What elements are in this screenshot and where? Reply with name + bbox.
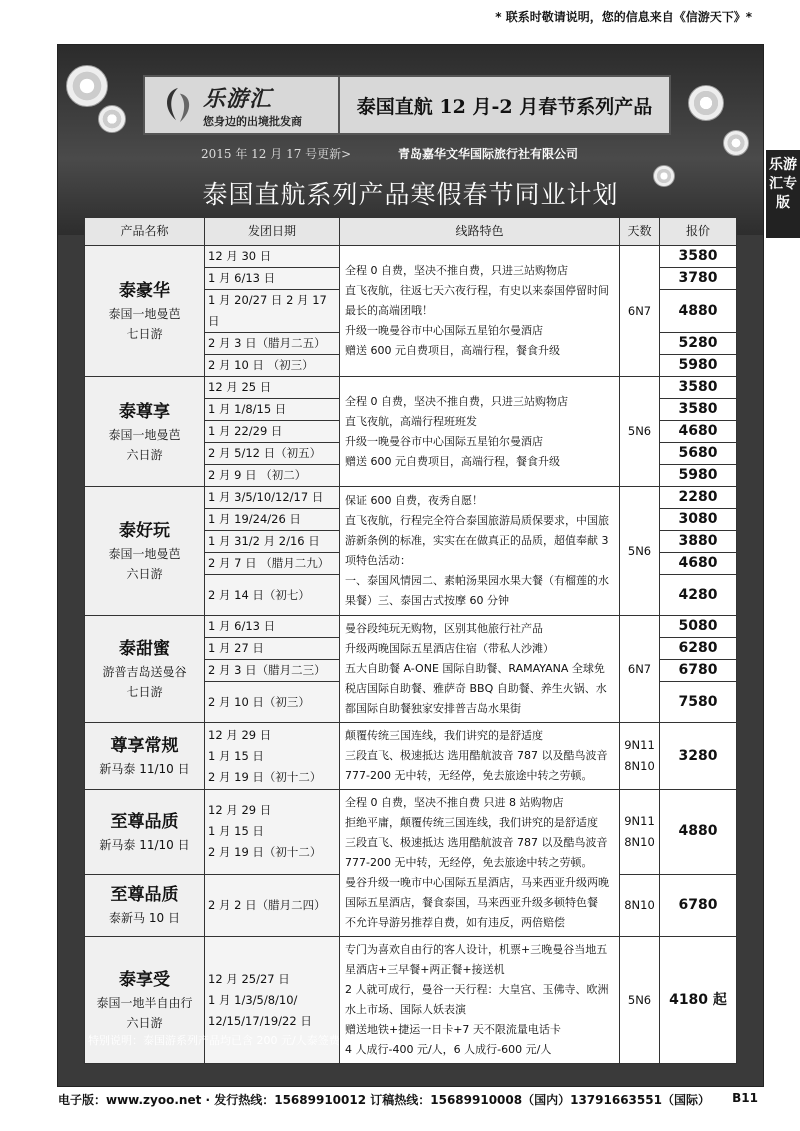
departure-date: 2 月 19 日（初十二） xyxy=(208,769,322,784)
departure-date: 1 月 1/8/15 日 xyxy=(205,399,340,421)
departure-dates-cell xyxy=(205,723,340,790)
price: 3580 xyxy=(660,399,737,421)
departure-date: 2 月 9 日 （初二） xyxy=(205,465,340,487)
departure-date: 1 月 19/24/26 日 xyxy=(205,509,340,531)
departure-date: 12 月 25/27 日 xyxy=(208,971,290,986)
feature-line: 升级两晚国际五星酒店住宿（带私人沙滩） xyxy=(345,642,554,655)
feature-line: 全程 0 自费，坚决不推自费，只进三站购物店 xyxy=(345,264,568,277)
product-title: 泰国直航 12 月-2 月春节系列产品 xyxy=(356,95,653,118)
product-name-cell xyxy=(85,377,205,487)
days: 5N6 xyxy=(620,487,660,616)
departure-date: 2 月 2 日（腊月二四） xyxy=(205,874,340,936)
price: 7580 xyxy=(660,682,737,723)
features-cell xyxy=(340,377,620,487)
product-name: 泰好玩 xyxy=(119,521,170,541)
plum-blossom-icon xyxy=(723,130,749,156)
departure-date: 1 月 6/13 日 xyxy=(205,616,340,638)
feature-line: 不允许导游另推荐自费，如有违反，两倍赔偿 xyxy=(345,916,565,929)
departure-date: 12 月 29 日 xyxy=(208,803,272,818)
header-note: * 联系时敬请说明，您的信息来自《信游天下》* xyxy=(495,10,752,24)
feature-line: 赠送 600 元自费项目，高端行程，餐食升级 xyxy=(345,344,560,357)
features-cell xyxy=(340,723,620,790)
days: 9N11 8N10 xyxy=(620,723,660,790)
table-row xyxy=(85,377,737,399)
departure-date: 12/15/17/19/22 日 xyxy=(208,1013,312,1028)
feature-line: 升级一晚曼谷市中心国际五星铂尔曼酒店 xyxy=(345,434,543,448)
feature-line: 曼谷段纯玩无购物，区别其他旅行社产品 xyxy=(345,622,543,635)
departure-date: 12 月 29 日 xyxy=(208,727,272,742)
departure-date: 2 月 3 日（腊月二五） xyxy=(205,333,340,355)
product-duration: 七日游 xyxy=(126,327,163,341)
feature-line: 三段直飞、极速抵达 选用酷航波音 787 以及酷鸟波音 777-200 无中转，无经停，免去旅途中转之劳顿。 xyxy=(345,836,608,869)
days: 6N7 xyxy=(620,246,660,377)
price: 6780 xyxy=(660,874,737,936)
days: 5N6 xyxy=(620,377,660,487)
departure-date: 2 月 10 日 （初三） xyxy=(205,355,340,377)
departure-date: 2 月 5/12 日（初五） xyxy=(205,443,340,465)
price: 5680 xyxy=(660,443,737,465)
product-name: 泰尊享 xyxy=(119,401,170,422)
price: 6780 xyxy=(660,660,737,682)
table-row xyxy=(85,616,737,638)
product-duration: 六日游 xyxy=(126,567,163,581)
departure-date: 1 月 15 日 xyxy=(208,824,264,839)
features-cell xyxy=(340,937,620,1064)
price: 4680 xyxy=(660,553,737,575)
plum-blossom-icon xyxy=(98,105,126,133)
logo xyxy=(145,77,340,133)
price: 5080 xyxy=(660,616,737,638)
poster xyxy=(57,44,764,1087)
departure-date: 1 月 31/2 月 2/16 日 xyxy=(205,531,340,553)
product-name-cell xyxy=(85,790,205,875)
table-row xyxy=(85,790,737,875)
price: 4880 xyxy=(660,790,737,875)
feature-line: 直飞夜航，高端行程班班发 xyxy=(345,414,477,428)
table-row xyxy=(85,487,737,509)
feature-line: 保证 600 自费，夜秀自愿！ xyxy=(345,494,483,507)
features-cell xyxy=(340,246,620,377)
departure-date: 1 月 15 日 xyxy=(208,748,264,763)
side-tab: 乐游汇专版 xyxy=(766,150,800,238)
feature-line: 升级一晚曼谷市中心国际五星铂尔曼酒店 xyxy=(345,324,543,337)
features-cell xyxy=(340,790,620,937)
price: 3080 xyxy=(660,509,737,531)
price: 4880 xyxy=(660,290,737,333)
departure-date: 2 月 7 日 （腊月二九） xyxy=(205,553,340,575)
price: 3580 xyxy=(660,246,737,268)
departure-dates-cell xyxy=(205,790,340,875)
feature-line: 五大自助餐 A-ONE 国际自助餐、RAMAYANA 全球免税店国际自助餐、雅萨奇 BBQ 自助餐、养生火锅、水都国际自助餐独家安排普吉岛水果街 xyxy=(345,662,607,715)
main-title: 泰国直航系列产品寒假春节同业计划 xyxy=(202,180,619,209)
table-row xyxy=(85,246,737,268)
price: 2280 xyxy=(660,487,737,509)
header-date: 发团日期 xyxy=(205,218,340,246)
header-product: 产品名称 xyxy=(85,218,205,246)
departure-date: 12 月 25 日 xyxy=(205,377,340,399)
product-duration: 六日游 xyxy=(126,1016,163,1030)
page-number: B11 xyxy=(732,1091,758,1105)
features-cell xyxy=(340,616,620,723)
days: 8N10 xyxy=(620,874,660,936)
product-route: 泰国一地曼芭 xyxy=(108,427,181,442)
price: 6280 xyxy=(660,638,737,660)
product-route: 游普吉岛送曼谷 xyxy=(102,665,187,679)
butterfly-logo-icon xyxy=(159,84,197,126)
price: 5280 xyxy=(660,333,737,355)
departure-date: 1 月 1/3/5/8/10/ xyxy=(208,992,298,1007)
price: 3780 xyxy=(660,268,737,290)
table-header-row xyxy=(85,218,737,246)
product-name: 至尊品质 xyxy=(110,885,179,906)
departure-date: 1 月 22/29 日 xyxy=(205,421,340,443)
feature-line: 直飞夜航，往返七天六夜行程，有史以来泰国停留时间最长的高端团哦！ xyxy=(345,284,609,317)
product-duration: 六日游 xyxy=(126,447,163,462)
departure-date: 2 月 3 日（腊月二三） xyxy=(205,660,340,682)
feature-line: 一、泰国风情园二、素帕汤果园水果大餐（有榴莲的水果餐）三、泰国古式按摩 60 分钟 xyxy=(345,574,609,607)
feature-line: 直飞夜航，行程完全符合泰国旅游局质保要求，中国旅游新条例的标准，实实在在做真正的品质，超值奉献 3 项特色活动： xyxy=(345,514,609,567)
update-date: 2015 年 12 月 17 号更新> xyxy=(201,147,352,161)
company-name: 青岛嘉华文华国际旅行社有限公司 xyxy=(398,147,579,161)
departure-date: 1 月 3/5/10/12/17 日 xyxy=(205,487,340,509)
feature-line: 曼谷升级一晚市中心国际五星酒店，马来西亚升级两晚国际五星酒店，餐食泰国，马来西亚升级多顿特色餐 xyxy=(345,876,609,909)
product-name: 尊享常规 xyxy=(110,736,179,756)
feature-line: 三段直飞、极速抵达 选用酷航波音 787 以及酷鸟波音 777-200 无中转，无经停，免去旅途中转之劳顿。 xyxy=(345,749,608,782)
header-price: 报价 xyxy=(660,218,737,246)
feature-line: 赠送地铁+捷运一日卡+7 天不限流量电话卡 xyxy=(345,1023,561,1036)
days: 9N11 8N10 xyxy=(620,790,660,875)
product-route: 新马泰 11/10 日 xyxy=(99,837,190,852)
logo-banner xyxy=(143,75,671,135)
product-name: 至尊品质 xyxy=(110,811,179,832)
product-table xyxy=(84,217,737,1064)
product-route: 泰新马 10 日 xyxy=(109,911,180,926)
departure-date: 2 月 14 日（初七） xyxy=(205,575,340,616)
brand-name: 乐游汇 xyxy=(203,86,273,112)
feature-line: 专门为喜欢自由行的客人设计，机票+三晚曼谷当地五星酒店+三早餐+两正餐+接送机 xyxy=(345,943,608,976)
feature-line: 颠覆传统三国连线，我们讲究的是舒适度 xyxy=(345,729,543,742)
product-name: 泰甜蜜 xyxy=(119,639,170,659)
departure-date: 1 月 6/13 日 xyxy=(205,268,340,290)
special-note: 特别说明：泰国游系列产品均已含 200 元/人泰签费用 xyxy=(88,1034,351,1047)
departure-date: 1 月 20/27 日 2 月 17 日 xyxy=(205,290,340,333)
days: 6N7 xyxy=(620,616,660,723)
feature-line: 赠送 600 元自费项目，高端行程，餐食升级 xyxy=(345,454,560,468)
departure-date: 12 月 30 日 xyxy=(205,246,340,268)
plum-blossom-icon xyxy=(66,65,108,107)
footer-contact: 电子版：www.zyoo.net · 发行热线：15689910012 订稿热线：15689910008（国内）13791663551（国际） xyxy=(58,1093,710,1107)
product-duration: 七日游 xyxy=(126,685,163,699)
plum-blossom-icon xyxy=(688,85,724,121)
product-route: 泰国一地曼芭 xyxy=(108,307,181,321)
product-route: 泰国一地曼芭 xyxy=(108,547,181,561)
feature-line: 2 人就可成行，曼谷一天行程：大皇宫、玉佛寺、欧洲水上市场、国际人妖表演 xyxy=(345,983,609,1016)
header-features: 线路特色 xyxy=(340,218,620,246)
price: 4680 xyxy=(660,421,737,443)
product-name-cell xyxy=(85,246,205,377)
days: 5N6 xyxy=(620,937,660,1064)
feature-line: 全程 0 自费，坚决不推自费，只进三站购物店 xyxy=(345,394,568,408)
product-name-cell xyxy=(85,723,205,790)
product-route: 新马泰 11/10 日 xyxy=(99,762,190,776)
feature-line: 全程 0 自费，坚决不推自费 只进 8 站购物店 xyxy=(345,796,564,809)
feature-line: 拒绝平庸，颠覆传统三国连线，我们讲究的是舒适度 xyxy=(345,816,598,829)
footer xyxy=(58,1091,758,1108)
product-name-cell xyxy=(85,874,205,936)
departure-date: 1 月 27 日 xyxy=(205,638,340,660)
features-cell xyxy=(340,487,620,616)
price: 5980 xyxy=(660,465,737,487)
price: 4180 起 xyxy=(660,937,737,1064)
price: 3580 xyxy=(660,377,737,399)
price: 3280 xyxy=(660,723,737,790)
table-row xyxy=(85,723,737,790)
brand-slogan: 您身边的出境批发商 xyxy=(203,114,302,128)
departure-date: 2 月 19 日（初十二） xyxy=(208,845,322,860)
header-days: 天数 xyxy=(620,218,660,246)
feature-line: 4 人成行-400 元/人，6 人成行-600 元/人 xyxy=(345,1043,552,1056)
price: 5980 xyxy=(660,355,737,377)
product-route: 泰国一地半自由行 xyxy=(96,996,193,1010)
product-name: 泰享受 xyxy=(119,970,170,990)
product-name-cell xyxy=(85,616,205,723)
product-name-cell xyxy=(85,487,205,616)
price: 3880 xyxy=(660,531,737,553)
price: 4280 xyxy=(660,575,737,616)
product-name: 泰豪华 xyxy=(119,281,170,301)
departure-date: 2 月 10 日（初三） xyxy=(205,682,340,723)
